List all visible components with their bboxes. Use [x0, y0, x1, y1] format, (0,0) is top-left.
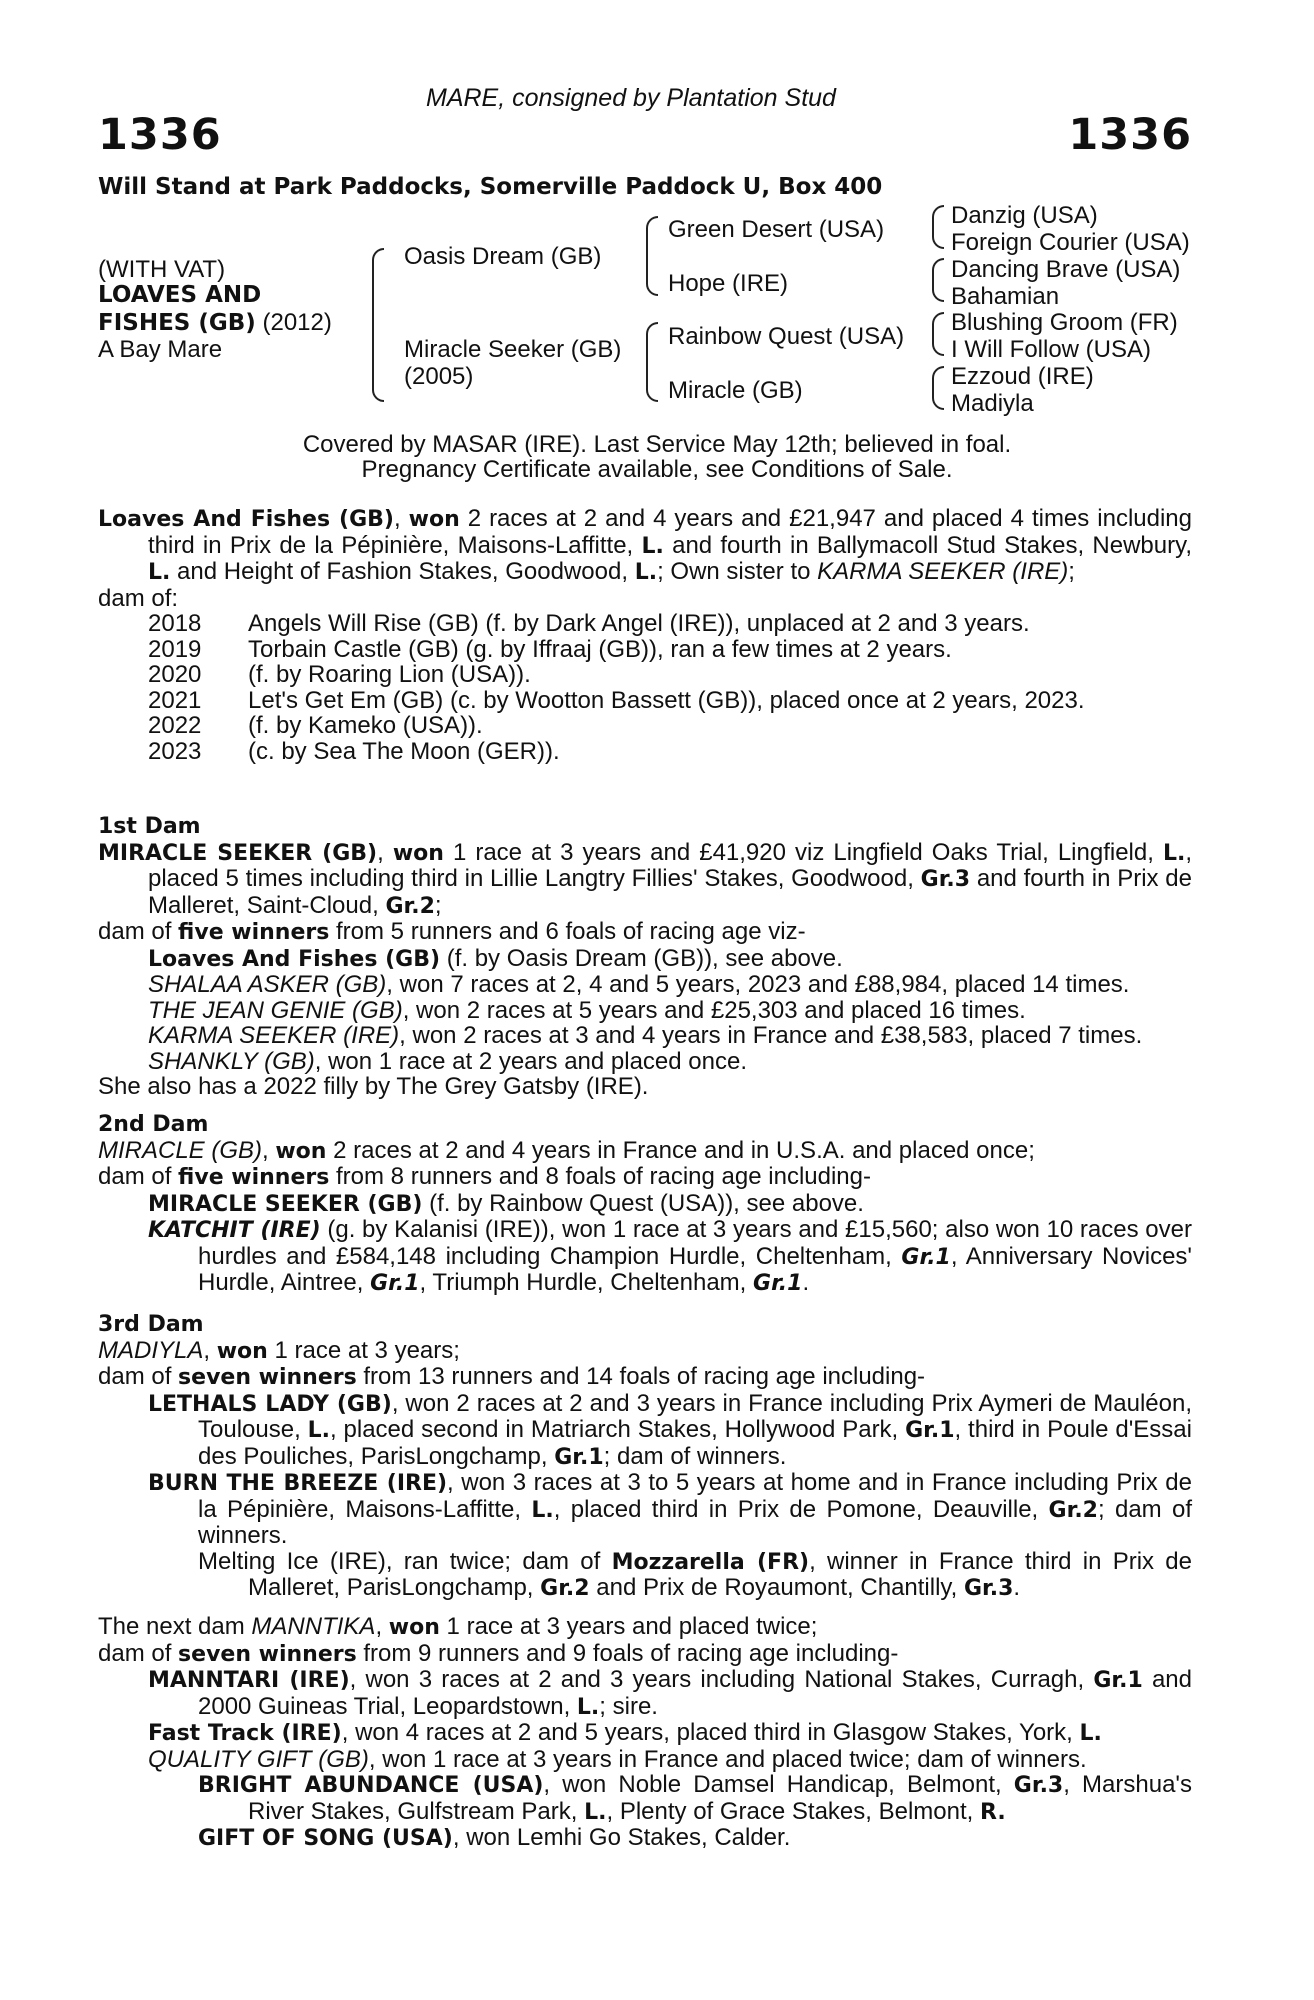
runner-text: .: [1013, 1574, 1021, 1601]
dam-name: MIRACLE (GB): [98, 1136, 263, 1164]
runner-name: Fast Track (IRE): [148, 1721, 342, 1746]
main-horse-name: Loaves And Fishes (GB): [98, 507, 394, 532]
runner-text: ; dam of winners.: [198, 1495, 1192, 1549]
runner-row: [98, 1720, 1192, 1747]
dam-of-label: dam of:: [98, 584, 179, 612]
foal-text: Let's Get Em (GB) (c. by Wootton Bassett (GB)), placed once at 2 years, 2023.: [248, 686, 1085, 714]
horse-name-line1: LOAVES AND: [98, 282, 262, 308]
runner-text: , won 4 races at 2 and 5 years, placed third in Glasgow Stakes, York,: [341, 1719, 1080, 1746]
dam-brace: [646, 322, 658, 402]
won-label: won: [408, 507, 460, 532]
runner-name: GIFT OF SONG (USA): [198, 1826, 453, 1851]
horse-name-line2-wrap: [98, 309, 332, 337]
stand-location: Will Stand at Park Paddocks, Somerville Paddock U, Box 400: [98, 174, 883, 200]
listed-mark: L.: [576, 1694, 600, 1720]
runner-name: QUALITY GIFT (GB): [148, 1745, 369, 1773]
dam-of-line: [98, 1364, 1192, 1391]
runner-row: [98, 1825, 1192, 1852]
dam-name: MANNTIKA: [251, 1613, 376, 1640]
also-note: She also has a 2022 filly by The Grey Gatsby (IRE).: [98, 1073, 649, 1100]
foal-year: 2021: [148, 686, 202, 714]
text: from 13 runners and 14 foals of racing age including-: [356, 1363, 926, 1390]
winners-count: five winners: [178, 1165, 330, 1190]
runner-text: , Marshua's River Stakes, Gulfstream Park,: [248, 1771, 1192, 1825]
winners-count: five winners: [178, 920, 330, 945]
third-dam-heading: 3rd Dam: [98, 1312, 204, 1337]
brace-g3-2: [932, 258, 944, 302]
text: ,: [203, 1336, 217, 1364]
brace-g3-4: [932, 366, 944, 410]
text: ,: [375, 1613, 389, 1640]
runner-name: KATCHIT (IRE): [148, 1218, 321, 1243]
runner-name: BURN THE BREEZE (IRE): [148, 1471, 448, 1496]
runner-name: Loaves And Fishes (GB): [148, 946, 441, 972]
foal-year: 2023: [148, 737, 202, 765]
text: from 9 runners and 9 foals of racing age including-: [356, 1639, 899, 1667]
runner-text: ; dam of winners.: [603, 1442, 787, 1470]
text: and fourth in Prix de Malleret, Saint-Cloud,: [148, 865, 1192, 919]
runner-text: , Anniversary Novices' Hurdle, Aintree,: [198, 1242, 1192, 1296]
dam-sire: Rainbow Quest (USA): [668, 323, 905, 350]
runner-text: (f. by Oasis Dream (GB)), see above.: [440, 944, 843, 972]
runner-text: ; sire.: [599, 1692, 658, 1720]
foal-text: Angels Will Rise (GB) (f. by Dark Angel (IRE)), unplaced at 2 and 3 years.: [248, 610, 1030, 637]
runner-text: and Prix de Royaumont, Chantilly,: [589, 1574, 964, 1601]
horse-year: (2012): [262, 309, 332, 336]
runner-row: [98, 1191, 1192, 1218]
won-label: won: [275, 1138, 327, 1164]
runner-name: LETHALS LADY (GB): [148, 1391, 392, 1417]
g3-2: Foreign Courier (USA): [951, 229, 1190, 256]
foal-row: [98, 662, 1192, 688]
dam-of-line: [98, 1164, 1192, 1191]
foal-text: Torbain Castle (GB) (g. by Iffraaj (GB)), ran a few times at 2 years.: [248, 635, 952, 663]
g3-6: I Will Follow (USA): [951, 336, 1152, 363]
restricted-mark: R.: [979, 1799, 1006, 1825]
runner-row: [98, 1549, 1192, 1602]
runner-text: (g. by Kalanisi (IRE)), won 1 race at 3 years and £15,560; also won 10 races over hurdles and £584,148 including Champion Hurdle, Cheltenham,: [198, 1216, 1192, 1270]
first-dam-section: [98, 814, 1192, 1100]
text: The next dam: [98, 1613, 252, 1640]
runner-text: , won Noble Damsel Handicap, Belmont,: [543, 1771, 1014, 1798]
text: and Height of Fashion Stakes, Goodwood,: [170, 558, 635, 585]
g3-7: Ezzoud (IRE): [951, 363, 1094, 390]
runner-name: MIRACLE SEEKER (GB): [148, 1191, 423, 1217]
text: and fourth in Ballymacoll Stud Stakes, Newbury,: [663, 531, 1192, 559]
text: dam of: [98, 1163, 179, 1190]
runner-row: [98, 946, 1192, 973]
runner-name: THE JEAN GENIE (GB): [148, 996, 403, 1024]
third-dam-line: [98, 1338, 1192, 1365]
group-mark: Gr.3: [963, 1576, 1014, 1601]
listed-mark: L.: [1162, 840, 1186, 866]
runner-text: , Plenty of Grace Stakes, Belmont,: [606, 1797, 980, 1825]
text: ,: [262, 1136, 276, 1164]
runner-text: , won 3 races at 3 to 5 years at home and in France including Prix de la Pépinière, Maisons-Laffitte,: [198, 1469, 1193, 1523]
group-mark: Gr.3: [920, 867, 971, 892]
horse-name-line2: FISHES (GB): [98, 310, 256, 336]
group-mark: Gr.2: [540, 1576, 590, 1601]
sire-dam: Hope (IRE): [668, 270, 789, 297]
foal-text: (f. by Roaring Lion (USA)).: [248, 661, 531, 688]
text: 1 race at 3 years and £41,920 viz Lingfield Oaks Trial, Lingfield,: [443, 838, 1163, 866]
won-label: won: [388, 1615, 440, 1640]
vat-note: (WITH VAT): [98, 256, 226, 283]
runner-text: , placed second in Matriarch Stakes, Hollywood Park,: [329, 1416, 906, 1443]
listed-mark: L.: [584, 1799, 607, 1825]
text: ; Own sister to: [657, 558, 818, 585]
lot-number-right: 1336: [1068, 110, 1192, 160]
dam-dam: Miracle (GB): [668, 377, 803, 404]
won-label: won: [392, 840, 444, 866]
sale-subtitle: MARE, consigned by Plantation Stud: [426, 84, 836, 112]
first-dam-paragraph: MIRACLE SEEKER (GB), won 1 race at 3 years and £41,920 viz Lingfield Oaks Trial, Lingfield, L., placed 5 times including third in Lillie Langtry Fillies' Stakes, Goodwood, Gr.3 and fourth in Prix de Malleret, Saint-Cloud, Gr.2;: [98, 838, 1192, 919]
dam-year: (2005): [404, 363, 474, 390]
group-mark: Gr.1: [753, 1271, 803, 1296]
runner-text: , third in Poule d'Essai des Pouliches, ParisLongchamp,: [198, 1416, 1192, 1470]
text: dam of: [98, 918, 179, 945]
first-dam-heading: 1st Dam: [98, 814, 201, 839]
sister-name: KARMA SEEKER (IRE): [817, 558, 1069, 585]
horse-description: A Bay Mare: [98, 336, 223, 363]
runner-row: [98, 1049, 1192, 1075]
runner-text: , won 3 races at 2 and 3 years including National Stakes, Curragh,: [349, 1666, 1094, 1693]
pedigree-brace: [372, 248, 384, 402]
text: 2 races at 2 and 4 years and £21,947 and placed 4 times including third in Prix de la Pépinière, Maisons-Laffitte,: [148, 505, 1192, 559]
group-mark: Gr.1: [370, 1271, 420, 1296]
second-dam-heading: 2nd Dam: [98, 1112, 209, 1137]
runner-row: [98, 972, 1192, 998]
group-mark: Gr.1: [901, 1244, 951, 1270]
group-mark: Gr.3: [1013, 1773, 1064, 1798]
sire-brace: [646, 216, 658, 296]
runner-text: , won 2 races at 2 and 3 years in France including Prix Aymeri de Mauléon, Toulouse,: [198, 1389, 1192, 1443]
lot-number-left: 1336: [98, 110, 222, 160]
dam-name: Miracle Seeker (GB): [404, 336, 622, 363]
brace-g3-3: [932, 312, 944, 356]
runner-text: , Triumph Hurdle, Cheltenham,: [419, 1269, 754, 1296]
foal-year: 2018: [148, 610, 202, 637]
sire-sire: Green Desert (USA): [668, 216, 885, 243]
text: , placed 5 times including third in Lillie Langtry Fillies' Stakes, Goodwood,: [148, 838, 1192, 892]
listed-mark: L.: [531, 1497, 554, 1523]
foal-row: [98, 688, 1192, 714]
listed-mark: L.: [148, 560, 171, 585]
group-mark: Gr.1: [905, 1418, 955, 1443]
listed-mark: L.: [307, 1418, 330, 1443]
third-dam-section: [98, 1312, 1192, 1602]
text: dam of: [98, 1363, 179, 1390]
runner-text: , won 1 race at 2 years and placed once.: [314, 1047, 748, 1075]
runner-row: [98, 1391, 1192, 1471]
runner-text: , won 7 races at 2, 4 and 5 years, 2023 and £88,984, placed 14 times.: [386, 971, 1130, 998]
runner-text: , won 1 race at 3 years in France and placed twice; dam of winners.: [368, 1745, 1087, 1773]
dam-of-line: [98, 919, 1192, 946]
text: from 8 runners and 8 foals of racing age including-: [329, 1163, 871, 1190]
runner-text: , placed third in Prix de Pomone, Deauville,: [553, 1495, 1049, 1523]
foal-text: (f. by Kameko (USA)).: [248, 712, 483, 739]
runner-text: , won 2 races at 5 years and £25,303 and placed 16 times.: [402, 996, 1026, 1024]
winners-count: seven winners: [178, 1641, 357, 1667]
g3-8: Madiyla: [951, 390, 1034, 417]
second-dam-line: [98, 1138, 1192, 1165]
covered-line2: Pregnancy Certificate available, see Conditions of Sale.: [361, 456, 953, 483]
group-mark: Gr.2: [1048, 1497, 1098, 1523]
listed-mark: L.: [634, 560, 658, 585]
foal-row: [98, 739, 1192, 765]
g3-3: Dancing Brave (USA): [951, 256, 1181, 283]
dam-of-line: [98, 1641, 1192, 1668]
runner-name: MANNTARI (IRE): [148, 1668, 350, 1693]
won-label: won: [216, 1338, 268, 1364]
group-mark: Gr.1: [554, 1444, 604, 1470]
runner-row: [98, 1772, 1192, 1825]
g3-1: Danzig (USA): [951, 202, 1098, 229]
text: 1 race at 3 years;: [267, 1336, 460, 1364]
foal-year: 2022: [148, 712, 202, 739]
fourth-dam-section: [98, 1614, 1192, 1852]
group-mark: Gr.1: [1093, 1668, 1143, 1693]
foal-row: [98, 637, 1192, 663]
covered-line1: Covered by MASAR (IRE). Last Service May 12th; believed in foal.: [302, 431, 1012, 458]
text: from 5 runners and 6 foals of racing age viz-: [329, 918, 806, 945]
main-horse-paragraph: Loaves And Fishes (GB), won 2 races at 2 and 4 years and £21,947 and placed 4 times including third in Prix de la Pépinière, Maisons-Laffitte, L. and fourth in Ballymacoll Stud Stakes, Newbury, L. and Height of Fashion Stakes, Goodwood, L.; Own sister to KARMA SEEKER (IRE);: [98, 505, 1192, 585]
runner-row: [98, 1747, 1192, 1773]
runner-name: SHANKLY (GB): [148, 1047, 315, 1075]
runner-text: Melting Ice (IRE), ran twice; dam of: [198, 1547, 612, 1575]
text: ;: [434, 891, 442, 919]
runner-text: , won 2 races at 3 and 4 years in France and £38,583, placed 7 times.: [399, 1022, 1143, 1049]
runner-text: (f. by Rainbow Quest (USA)), see above.: [422, 1189, 864, 1217]
runner-name: SHALAA ASKER (GB): [148, 971, 387, 998]
brace-g3-1: [932, 205, 944, 249]
runner-row: [98, 1217, 1192, 1297]
runner-name: Mozzarella (FR): [611, 1549, 810, 1575]
foal-row: [98, 611, 1192, 637]
second-dam-section: [98, 1112, 1192, 1297]
g3-5: Blushing Groom (FR): [951, 309, 1178, 336]
listed-mark: L.: [641, 533, 664, 559]
runner-text: .: [802, 1269, 810, 1296]
runner-row: [98, 1470, 1192, 1549]
runner-name: BRIGHT ABUNDANCE (USA): [198, 1773, 544, 1798]
foal-row: [98, 713, 1192, 739]
fourth-dam-line: [98, 1614, 1192, 1641]
text: ;: [1068, 558, 1075, 585]
main-horse-section: [98, 506, 1192, 764]
foal-text: (c. by Sea The Moon (GER)).: [248, 737, 560, 765]
g3-4: Bahamian: [951, 283, 1060, 310]
foal-year: 2020: [148, 661, 202, 688]
text: 1 race at 3 years and placed twice;: [439, 1613, 818, 1640]
text: 2 races at 2 and 4 years in France and in U.S.A. and placed once;: [326, 1136, 1035, 1164]
text: dam of: [98, 1639, 179, 1667]
runner-text: , won Lemhi Go Stakes, Calder.: [452, 1824, 791, 1851]
runner-text: , winner in France third in Prix de Malleret, ParisLongchamp,: [248, 1547, 1193, 1601]
dam-name: MADIYLA: [98, 1336, 204, 1364]
runner-row: [98, 998, 1192, 1024]
foal-year: 2019: [148, 635, 202, 663]
runner-row: [98, 1023, 1192, 1049]
runner-name: KARMA SEEKER (IRE): [148, 1022, 400, 1049]
runner-row: [98, 1667, 1192, 1720]
dam-name: MIRACLE SEEKER (GB): [98, 840, 378, 866]
winners-count: seven winners: [178, 1365, 357, 1390]
runner-text: and 2000 Guineas Trial, Leopardstown,: [198, 1666, 1193, 1720]
sire-name: Oasis Dream (GB): [404, 243, 602, 270]
listed-mark: L.: [1079, 1721, 1102, 1746]
group-mark: Gr.2: [385, 893, 435, 919]
